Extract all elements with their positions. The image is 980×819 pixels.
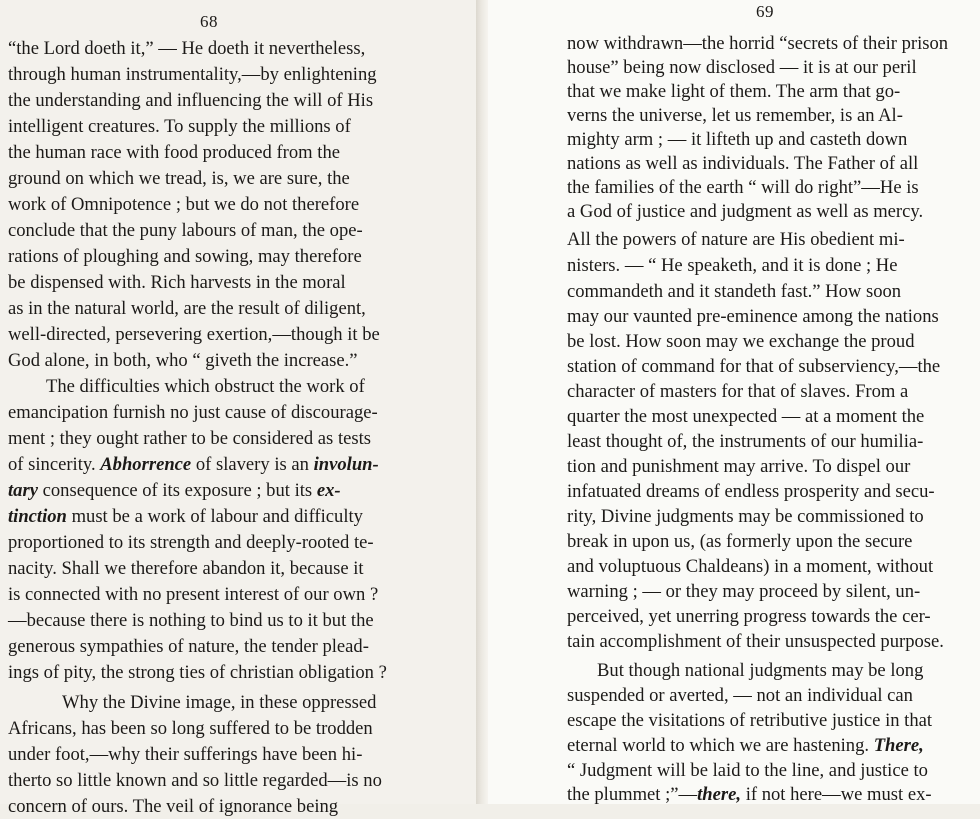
text-line: All the powers of nature are His obedient mi- [567, 229, 905, 250]
text-line [8, 505, 363, 529]
page-number: 68 [200, 12, 218, 31]
text-line: mighty arm ; — it lifteth up and casteth down [567, 129, 908, 150]
right-page [488, 0, 980, 804]
text-line: be lost. How soon may we exchange the proud [567, 331, 915, 352]
italic-word: Abhorrence [100, 454, 192, 475]
text-line: Why the Divine image, in these oppressed [62, 692, 377, 713]
italic-word: There, [873, 735, 924, 756]
italic-word: tary [8, 480, 38, 501]
text-line: the human race with food produced from the [8, 142, 340, 163]
text-line: the families of the earth “ will do right”—He is [567, 177, 919, 198]
italic-word: involun- [313, 454, 379, 475]
text-line: generous sympathies of nature, the tender plead- [8, 636, 369, 657]
text-line: verns the universe, let us remember, is an Al- [567, 105, 903, 126]
text-line [567, 783, 932, 807]
text-line: “the Lord doeth it,” — He doeth it nevertheless, [8, 38, 366, 59]
text-line: concern of ours. The veil of ignorance being [8, 796, 339, 817]
text-line: and voluptuous Chaldeans) in a moment, without [567, 556, 934, 577]
italic-word: there, [697, 784, 742, 805]
text-line: Africans, has been so long suffered to be trodden [8, 718, 373, 739]
text-line: as in the natural world, are the result of diligent, [8, 298, 366, 319]
text-line: ment ; they ought rather to be considered as tests [8, 428, 371, 449]
text-line [567, 734, 924, 758]
text-line: therto so little known and so little regarded—is no [8, 770, 382, 791]
text-line [8, 453, 379, 477]
text-line: house” being now disclosed — it is at our peril [567, 57, 917, 78]
text-run: if not here—we must ex- [745, 784, 932, 805]
text-line: now withdrawn—the horrid “secrets of their prison [567, 33, 949, 54]
text-line: “ Judgment will be laid to the line, and justice to [567, 760, 928, 781]
text-line: nisters. — “ He speaketh, and it is done ; He [567, 255, 898, 276]
text-line: station of command for that of subserviency,—the [567, 356, 941, 377]
text-line: commandeth and it standeth fast.” How soon [567, 281, 902, 302]
text-line: work of Omnipotence ; but we do not therefore [8, 194, 360, 215]
text-line: well-directed, persevering exertion,—though it be [8, 324, 380, 345]
text-line: escape the visitations of retributive justice in that [567, 710, 933, 731]
text-line: warning ; — or they may proceed by silent, un- [567, 581, 921, 602]
text-line: may our vaunted pre-eminence among the nations [567, 306, 939, 327]
text-line: ings of pity, the strong ties of christian obligation ? [8, 662, 387, 683]
text-line: character of masters for that of slaves. From a [567, 381, 909, 402]
text-line: tion and punishment may arrive. To dispel our [567, 456, 911, 477]
text-line: God alone, in both, who “ giveth the increase.” [8, 350, 358, 371]
text-line: that we make light of them. The arm that go- [567, 81, 901, 102]
text-line: —because there is nothing to bind us to it but the [8, 610, 374, 631]
text-line: suspended or averted, — not an individual can [567, 685, 913, 706]
text-line: The difficulties which obstruct the work of [46, 376, 365, 397]
text-line: rity, Divine judgments may be commissioned to [567, 506, 924, 527]
italic-word: ex- [316, 480, 341, 501]
text-line: is connected with no present interest of our own ? [8, 584, 379, 605]
text-line: least thought of, the instruments of our humilia- [567, 431, 924, 452]
text-line: nacity. Shall we therefore abandon it, because it [8, 558, 364, 579]
text-line: intelligent creatures. To supply the millions of [8, 116, 351, 137]
text-line: infatuated dreams of endless prosperity and secu- [567, 481, 935, 502]
text-line: proportioned to its strength and deeply-rooted te- [8, 532, 374, 553]
text-line: a God of justice and judgment as well as mercy. [567, 201, 924, 222]
text-line: break in upon us, (as formerly upon the secure [567, 531, 913, 552]
text-run: of sincerity. [8, 454, 96, 475]
text-line: conclude that the puny labours of man, the ope- [8, 220, 363, 241]
text-line: ground on which we tread, is, we are sure, the [8, 168, 350, 189]
text-run: eternal world to which we are hastening. [567, 735, 870, 756]
page-number: 69 [756, 2, 774, 21]
text-line: the understanding and influencing the will of His [8, 90, 374, 111]
left-page [0, 0, 476, 817]
text-run: of slavery is an [195, 454, 309, 475]
text-line: quarter the most unexpected — at a moment the [567, 406, 925, 427]
text-run: must be a work of labour and difficulty [71, 506, 363, 527]
text-run: the plummet ;”— [567, 784, 698, 805]
text-line: tain accomplishment of their unsuspected purpose. [567, 631, 944, 652]
text-line: But though national judgments may be long [597, 660, 924, 681]
text-line: perceived, yet unerring progress towards the cer- [567, 606, 931, 627]
text-line: under foot,—why their sufferings have been hi- [8, 744, 363, 765]
text-line: through human instrumentality,—by enlightening [8, 64, 377, 85]
text-line: rations of ploughing and sowing, may therefore [8, 246, 362, 267]
italic-word: tinction [8, 506, 67, 527]
text-run: consequence of its exposure ; but its [42, 480, 313, 501]
text-line: nations as well as individuals. The Father of all [567, 153, 919, 174]
text-line: be dispensed with. Rich harvests in the moral [8, 272, 346, 293]
book-gutter [476, 0, 488, 804]
text-line [8, 479, 341, 503]
text-line: emancipation furnish no just cause of discourage- [8, 402, 378, 423]
